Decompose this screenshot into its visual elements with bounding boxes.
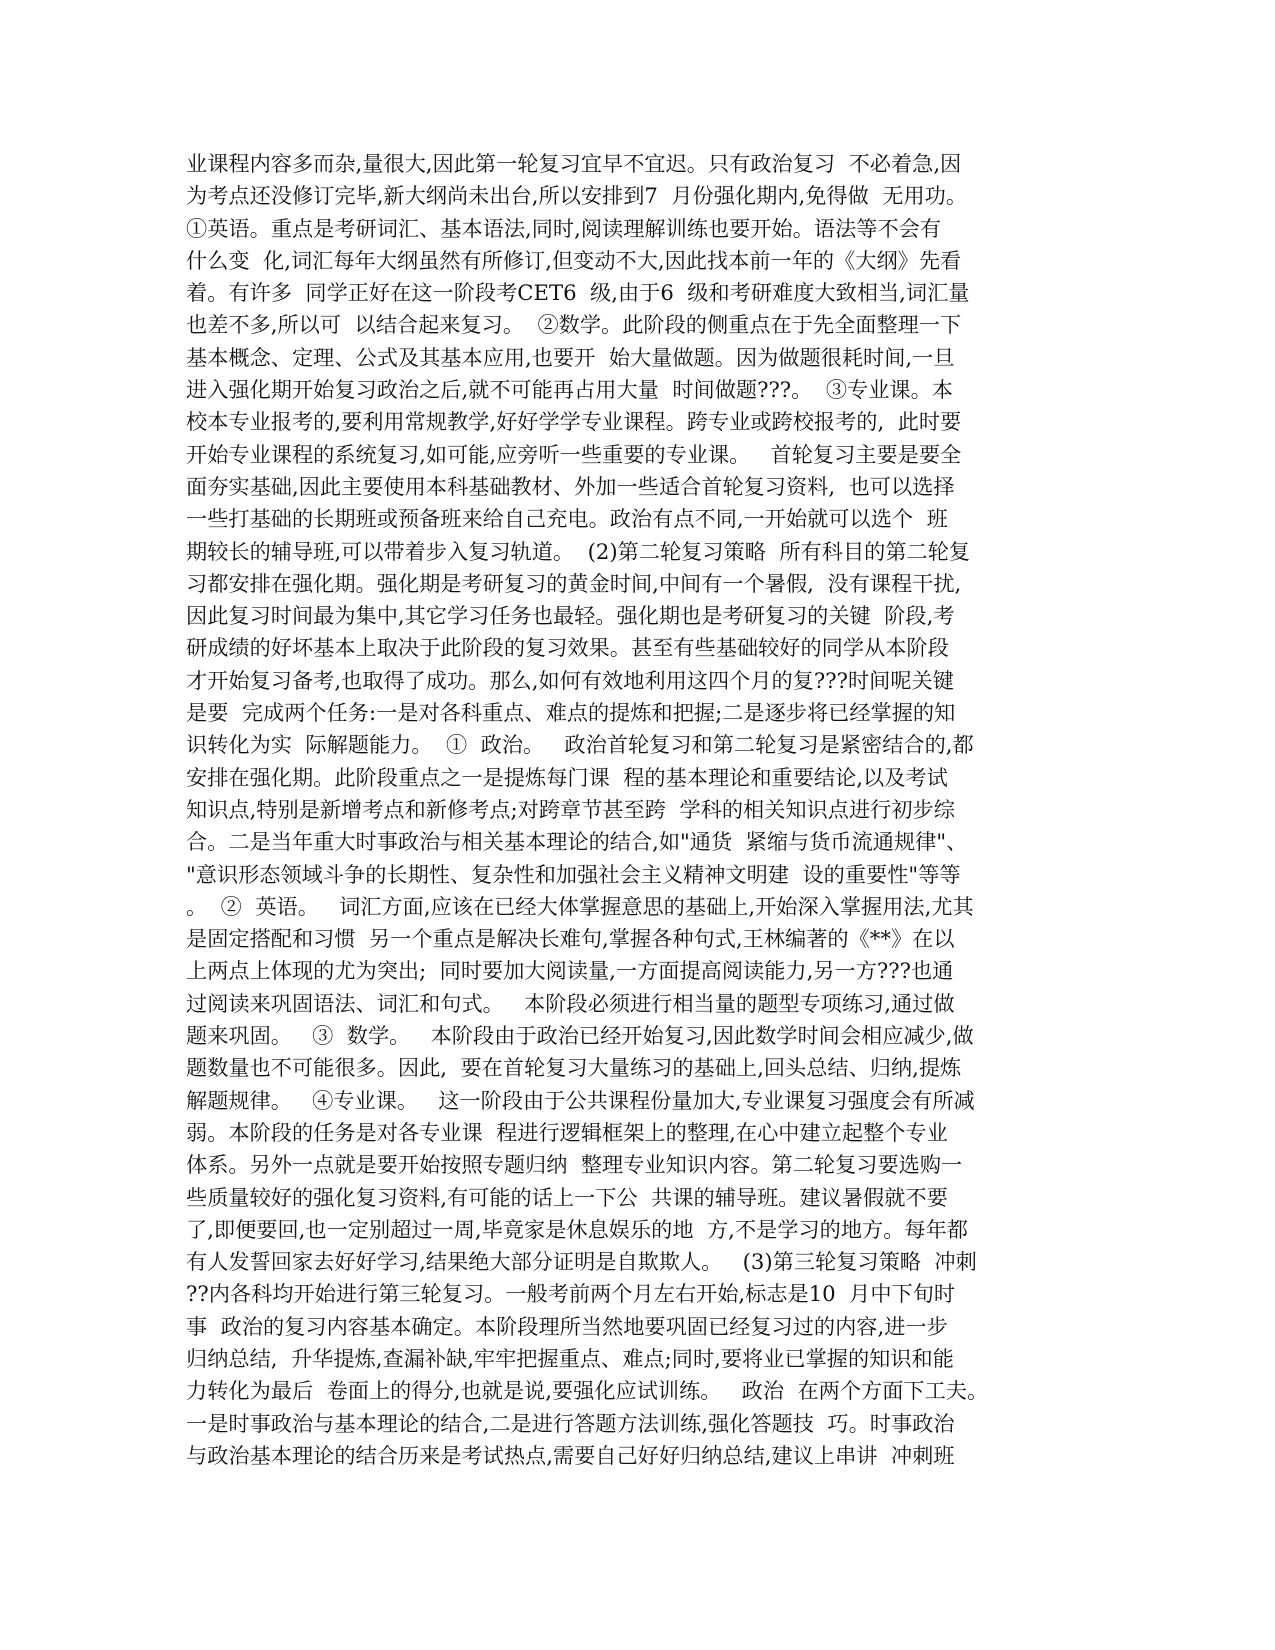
- text-line: 面夯实基础,因此主要使用本科基础教材、外加一些适合首轮复习资料, 也可以选择: [186, 473, 955, 499]
- body-text: [186, 148, 1091, 1472]
- text-line: 为考点还没修订完毕,新大纲尚未出台,所以安排到7 月份强化期内,免得做 无用功。: [186, 183, 968, 209]
- text-line: 进入强化期开始复习政治之后,就不可能再占用大量 时间做题???。 ③专业课。本: [186, 377, 953, 403]
- text-line: 。 ② 英语。 词汇方面,应该在已经大体掌握意思的基础上,开始深入掌握用法,尤其: [186, 893, 974, 919]
- text-line: ??内各科均开始进行第三轮复习。一般考前两个月左右开始,标志是10 月中下旬时: [186, 1281, 956, 1307]
- text-line: 有人发誓回家去好好学习,结果绝大部分证明是自欺欺人。 (3)第三轮复习策略 冲刺: [186, 1249, 977, 1275]
- text-line: 着。有许多 同学正好在这一阶段考CET6 级,由于6 级和考研难度大致相当,词汇量: [186, 280, 970, 306]
- text-line: 是固定搭配和习惯 另一个重点是解决长难句,掌握各种句式,王林编著的《**》在以: [186, 926, 955, 952]
- text-line: 了,即便要回,也一定别超过一周,毕竟家是休息娱乐的地 方,不是学习的地方。每年都: [186, 1216, 968, 1242]
- text-line: 归纳总结, 升华提炼,查漏补缺,牢牢把握重点、难点;同时,要将业已掌握的知识和能: [186, 1345, 954, 1371]
- text-line: 安排在强化期。此阶段重点之一是提炼每门课 程的基本理论和重要结论,以及考试: [186, 764, 948, 790]
- text-line: 知识点,特别是新增考点和新修考点;对跨章节甚至跨 学科的相关知识点进行初步综: [186, 796, 955, 822]
- text-line: 合。二是当年重大时事政治与相关基本理论的结合,如"通货 紧缩与货币流通规律"、: [186, 829, 968, 855]
- text-line: 体系。另外一点就是要开始按照专题归纳 整理专业知识内容。第二轮复习要选购一: [186, 1152, 963, 1178]
- text-line: 上两点上体现的尤为突出; 同时要加大阅读量,一方面提高阅读能力,另一方???也通: [186, 958, 954, 984]
- text-line: 也差不多,所以可 以结合起来复习。 ②数学。此阶段的侧重点在于先全面整理一下: [186, 312, 962, 338]
- text-line: 一是时事政治与基本理论的结合,二是进行答题方法训练,强化答题技 巧。时事政治: [186, 1410, 955, 1436]
- text-line: 校本专业报考的,要利用常规教学,好好学学专业课程。跨专业或跨校报考的, 此时要: [186, 409, 962, 435]
- text-line: 力转化为最后 卷面上的得分,也就是说,要强化应试训练。 政治 在两个方面下工夫。: [186, 1378, 989, 1404]
- text-line: 与政治基本理论的结合历来是考试热点,需要自己好好归纳总结,建议上串讲 冲刺班: [186, 1442, 955, 1468]
- text-line: 基本概念、定理、公式及其基本应用,也要开 始大量做题。因为做题很耗时间,一旦: [186, 344, 955, 370]
- text-line: 事 政治的复习内容基本确定。本阶段理所当然地要巩固已经复习过的内容,进一步: [186, 1313, 948, 1339]
- text-line: 习都安排在强化期。强化期是考研复习的黄金时间,中间有一个暑假, 没有课程干扰,: [186, 570, 962, 596]
- text-line: 一些打基础的长期班或预备班来给自己充电。政治有点不同,一开始就可以选个 班: [186, 506, 948, 532]
- text-line: 弱。本阶段的任务是对各专业课 程进行逻辑框架上的整理,在心中建立起整个专业: [186, 1119, 948, 1145]
- text-line: 业课程内容多而杂,量很大,因此第一轮复习宜早不宜迟。只有政治复习 不必着急,因: [186, 151, 962, 176]
- text-line: 些质量较好的强化复习资料,有可能的话上一下公 共课的辅导班。建议暑假就不要: [186, 1184, 948, 1210]
- text-line: 题数量也不可能很多。因此, 要在首轮复习大量练习的基础上,回头总结、归纳,提炼: [186, 1055, 962, 1081]
- text-line: 什么变 化,词汇每年大纲虽然有所修订,但变动不大,因此找本前一年的《大纲》先看: [186, 247, 962, 273]
- text-line: 过阅读来巩固语法、词汇和句式。 本阶段必须进行相当量的题型专项练习,通过做: [186, 990, 955, 1016]
- text-line: 题来巩固。 ③ 数学。 本阶段由于政治已经开始复习,因此数学时间会相应减少,做: [186, 1023, 974, 1049]
- text-line: 开始专业课程的系统复习,如可能,应旁听一些重要的专业课。 首轮复习主要是要全: [186, 441, 962, 467]
- text-line: 研成绩的好坏基本上取决于此阶段的复习效果。甚至有些基础较好的同学从本阶段: [186, 635, 949, 661]
- text-line: ①英语。重点是考研词汇、基本语法,同时,阅读理解训练也要开始。语法等不会有: [186, 215, 942, 241]
- text-line: 解题规律。 ④专业课。 这一阶段由于公共课程份量加大,专业课复习强度会有所减: [186, 1087, 975, 1113]
- text-line: 期较长的辅导班,可以带着步入复习轨道。 (2)第二轮复习策略 所有科目的第二轮复: [186, 538, 971, 564]
- text-line: 才开始复习备考,也取得了成功。那么,如何有效地利用这四个月的复???时间呢关键: [186, 667, 954, 693]
- text-line: 识转化为实 际解题能力。 ① 政治。 政治首轮复习和第二轮复习是紧密结合的,都: [186, 732, 974, 758]
- text-line: "意识形态领域斗争的长期性、复杂性和加强社会主义精神文明建 设的重要性"等等: [186, 861, 961, 887]
- text-line: 因此复习时间最为集中,其它学习任务也最轻。强化期也是考研复习的关键 阶段,考: [186, 603, 955, 629]
- text-line: 是要 完成两个任务:一是对各科重点、难点的提炼和把握;二是逐步将已经掌握的知: [186, 700, 956, 726]
